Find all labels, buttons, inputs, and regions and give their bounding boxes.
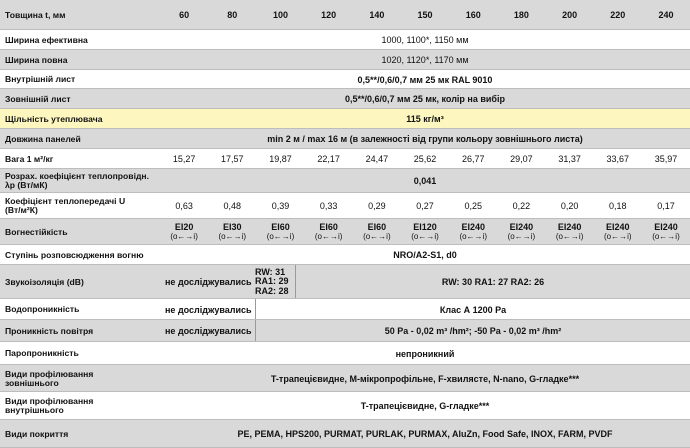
fire-direction: (o←→i) [218, 232, 247, 241]
weight-value: 31,37 [558, 154, 581, 164]
sound-label: Звукоізоляція (dB) [5, 276, 84, 287]
fire-class: EI240 [606, 222, 630, 232]
weight-label: Вага 1 м²/кг [5, 153, 54, 164]
heat-transfer-value: 0,18 [609, 201, 627, 211]
fire-resistance-cell [401, 219, 449, 245]
water-not-studied: не досліджувались [165, 304, 252, 315]
fire-class: EI240 [461, 222, 485, 232]
inner-sheet-label: Внутрішній лист [5, 74, 76, 84]
heat-transfer-value: 0,39 [271, 201, 290, 211]
row-sound [0, 265, 690, 299]
coating-value: PE, PEMA, HPS200, PURMAT, PURLAK, PURMAX, AluZn, Food Safe, INOX, FARM, PVDF [237, 429, 613, 439]
weight-value: 35,97 [654, 154, 678, 164]
fire-class: EI20 [174, 222, 194, 232]
outer-profile-value: T-трапецієвидне, M-мікропрофільне, F-хвилясте, N-nano, G-гладке*** [270, 373, 580, 384]
thickness-value: 240 [658, 10, 674, 20]
full-width-label: Ширина повна [5, 54, 68, 65]
outer-profile-label [0, 365, 160, 392]
row-panel-length [0, 129, 690, 149]
fire-direction: (o←→i) [604, 232, 632, 241]
fire-class: EI240 [509, 222, 534, 232]
thickness-value: 220 [610, 10, 626, 20]
water-label: Водопроникність [5, 304, 80, 314]
fire-resistance-cell [305, 219, 353, 245]
fire-class: EI120 [413, 222, 437, 232]
row-inner-profile [0, 392, 690, 420]
row-coating [0, 420, 690, 448]
sound-ra2: RA2: 28 [255, 285, 289, 296]
conductivity-value: 0,041 [413, 176, 437, 186]
conductivity-label-line2: λр (Вт/мК) [5, 180, 48, 190]
thickness-value: 100 [272, 10, 288, 20]
row-full-width [0, 50, 690, 70]
fire-direction: (o←→i) [555, 232, 584, 241]
inner-profile-value: T-трапецієвидне, G-гладке*** [360, 401, 490, 411]
outer-profile-label-line2: зовнішнього [5, 377, 59, 388]
conductivity-label [0, 169, 160, 193]
fire-direction: (o←→i) [507, 232, 536, 241]
effective-width-value: 1000, 1100*, 1150 мм [381, 35, 469, 45]
row-weight [0, 149, 690, 169]
heat-transfer-value: 0,25 [464, 201, 482, 211]
fire-class: EI60 [319, 222, 338, 232]
heat-transfer-value: 0,63 [175, 201, 193, 211]
sound-rest-values: RW: 30 RA1: 27 RA2: 26 [441, 277, 545, 287]
water-value: Клас А 1200 Pa [439, 304, 507, 315]
air-not-studied: не досліджувались [165, 326, 252, 336]
heat-transfer-value: 0,22 [512, 201, 531, 211]
full-width-value: 1020, 1120*, 1170 мм [381, 55, 469, 65]
fire-class: EI30 [223, 222, 242, 232]
fire-resistance-cell [160, 219, 208, 245]
row-heat-transfer [0, 193, 690, 219]
thickness-label: Товщина t, мм [5, 9, 66, 20]
header-row [0, 0, 690, 30]
fire-direction: (o←→i) [170, 232, 198, 241]
row-density [0, 109, 690, 129]
outer-sheet-value: 0,5**/0,6/0,7 мм 25 мк, колір на вибір [345, 94, 505, 104]
row-air [0, 320, 690, 342]
row-water [0, 299, 690, 320]
row-fire-resistance [0, 219, 690, 245]
heat-transfer-value: 0,20 [560, 201, 579, 211]
fire-direction: (o←→i) [459, 232, 487, 241]
weight-value: 22,17 [317, 154, 340, 164]
thickness-values [160, 0, 690, 30]
weight-value: 25,62 [413, 154, 437, 164]
weight-value: 19,87 [269, 154, 292, 164]
heat-transfer-value: 0,29 [368, 201, 386, 211]
row-outer-sheet [0, 89, 690, 109]
row-vapour [0, 342, 690, 365]
fire-resistance-cell [594, 219, 642, 245]
fire-resistance-cell [256, 219, 304, 245]
fire-resistance-cell [353, 219, 401, 245]
sound-middle-values [255, 265, 295, 299]
thickness-value: 120 [321, 10, 337, 20]
fire-direction: (o←→i) [411, 232, 439, 241]
coating-label: Види покриття [5, 428, 69, 439]
fire-resistance-label: Вогнестійкість [5, 226, 68, 237]
air-value: 50 Pa - 0,02 m³ /hm²; -50 Pa - 0,02 m³ /hm² [384, 326, 562, 336]
row-fire-spread [0, 245, 690, 265]
sound-not-studied: не досліджувались [165, 277, 252, 287]
weight-value: 33,67 [606, 154, 630, 164]
fire-direction: (o←→i) [363, 232, 391, 241]
heat-transfer-values [160, 193, 690, 219]
sound-ra1: RA1: 29 [255, 276, 289, 287]
air-label: Проникність повітря [5, 325, 94, 336]
fire-spread-value: NRO/A2-S1, d0 [393, 250, 457, 260]
effective-width-label: Ширина ефективна [5, 34, 88, 45]
heat-transfer-label-line1: Коефіцієнт теплопередачі U [5, 196, 126, 206]
inner-profile-label-line2: внутрішнього [5, 405, 64, 415]
inner-sheet-value: 0,5**/0,6/0,7 мм 25 мк RAL 9010 [357, 74, 493, 85]
vapour-value: непроникний [395, 348, 455, 359]
fire-class: EI60 [271, 222, 290, 232]
density-label: Щільність утеплювача [5, 113, 103, 124]
fire-resistance-cell [208, 219, 256, 245]
heat-transfer-value: 0,33 [319, 201, 338, 211]
thickness-value: 150 [417, 10, 433, 20]
fire-resistance-cell [449, 219, 497, 245]
fire-resistance-values [160, 219, 690, 245]
row-inner-sheet [0, 70, 690, 89]
fire-class: EI240 [654, 222, 678, 232]
thickness-value: 60 [179, 10, 190, 20]
conductivity-label-line1: Розрах. коефіцієнт теплопровідн. [5, 171, 150, 181]
heat-transfer-label [0, 193, 160, 219]
row-effective-width [0, 30, 690, 50]
thickness-value: 200 [562, 10, 578, 20]
weight-value: 29,07 [510, 154, 533, 164]
thickness-value: 140 [369, 10, 385, 20]
outer-profile-label-line1: Види профілювання [5, 368, 94, 379]
panel-length-value: min 2 м / max 16 м (в залежності від групи кольору зовнішнього листа) [267, 134, 583, 144]
inner-profile-label-line1: Види профілювання [5, 396, 94, 406]
weight-value: 17,57 [221, 154, 244, 164]
heat-transfer-value: 0,48 [223, 201, 242, 211]
fire-class: EI60 [367, 222, 387, 232]
fire-resistance-cell [546, 219, 594, 245]
weight-value: 26,77 [461, 154, 485, 164]
density-value: 115 кг/м³ [406, 114, 444, 124]
panel-length-label: Довжина панелей [5, 133, 81, 144]
vapour-label: Паропроникність [5, 348, 79, 358]
thickness-value: 160 [465, 10, 481, 20]
heat-transfer-value: 0,17 [657, 201, 675, 211]
fire-direction: (o←→i) [266, 232, 295, 241]
fire-direction: (o←→i) [652, 232, 680, 241]
weight-value: 24,47 [365, 154, 389, 164]
thickness-value: 180 [513, 10, 529, 20]
row-outer-profile [0, 365, 690, 392]
weight-value: 15,27 [172, 154, 196, 164]
inner-profile-label [0, 392, 160, 420]
sound-rw: RW: 31 [255, 266, 286, 277]
fire-class: EI240 [557, 222, 582, 232]
fire-spread-label: Ступінь розповсюдження вогню [5, 249, 144, 260]
weight-values [160, 149, 690, 169]
row-conductivity [0, 169, 690, 193]
heat-transfer-value: 0,27 [416, 201, 434, 211]
fire-direction: (o←→i) [314, 232, 343, 241]
fire-resistance-cell [497, 219, 545, 245]
outer-sheet-label: Зовнішній лист [5, 93, 71, 104]
heat-transfer-label-line2: (Вт/м²К) [5, 205, 38, 215]
fire-resistance-cell [642, 219, 690, 245]
thickness-value: 80 [227, 10, 238, 20]
